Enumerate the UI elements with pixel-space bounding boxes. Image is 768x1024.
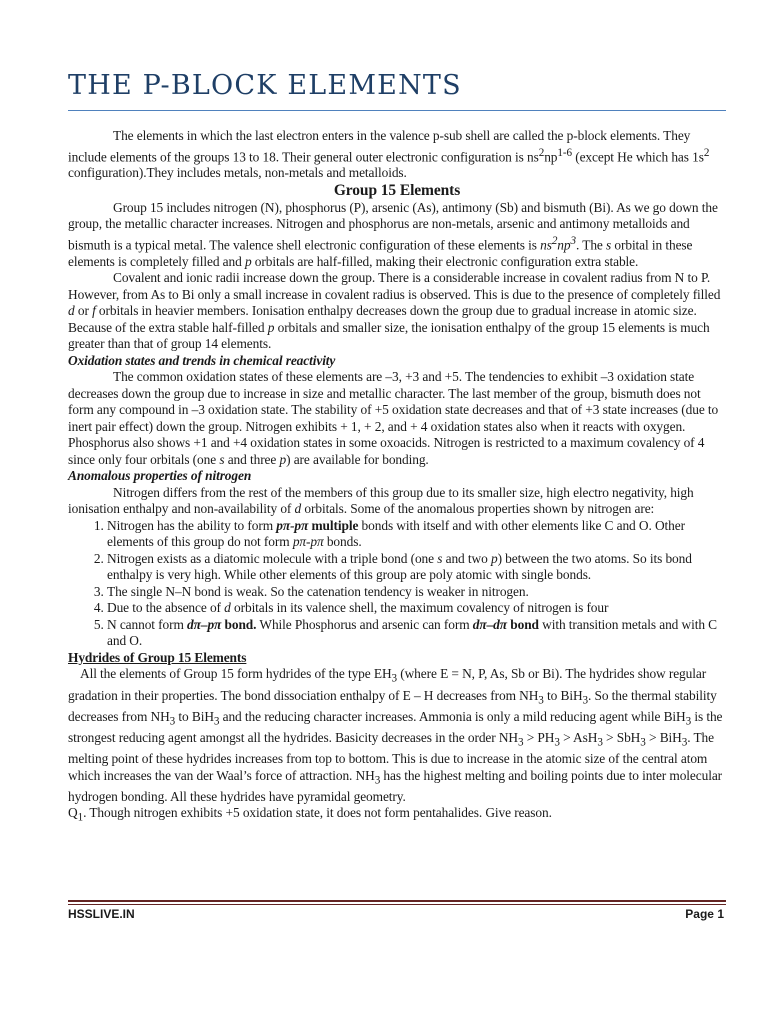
oxidation-heading: Oxidation states and trends in chemical reactivity xyxy=(68,352,336,368)
anomalous-heading: Anomalous properties of nitrogen xyxy=(68,468,252,484)
title-underline xyxy=(68,110,726,111)
document-body xyxy=(68,128,726,826)
page-number: Page 1 xyxy=(685,907,724,921)
hydrides-paragraph: All the elements of Group 15 form hydrides of the type $EH_3$ (where E = N, P, As, Sb or Bi). The hydrides show regular gradation in their properties. The bond dissociation enthalpy of E – H decreases from $NH_3$ to BiH$_3$. So the thermal stability decreases from $NH_3$ to BiH$_3$ and the reducing character increases. Ammonia is only a mild reducing agent while BiH$_3$ is the strongest reducing agent amongst all the hydrides. Basicity decreases in the order $NH_3 > PH_3 > AsH_3 > SbH_3 > BiH_3$. The melting point of these hydrides increases from top to bottom. This is due to increase in the atomic size of the central atom which increases the van der Waal’s force of attraction. $NH_3$ has the highest melting and boiling points due to inter molecular hydrogen bonding. All these hydrides have pyramidal geometry. xyxy=(68,666,723,804)
intro-paragraph: The elements in which the last electron enters in the valence p-sub shell are called the p-block elements. They include elements of the groups 13 to 18. Their general outer electronic configuration is $ns^2np^{1-6}$ (except He which has $1s^2$ configuration).They includes metals, non-metals and metalloids. xyxy=(68,128,710,181)
list-item: 2. Nitrogen exists as a diatomic molecule with a triple bond (one s and two p) between the two atoms. So its bond enthalpy is very high. While other elements of this group are poly atomic with single bonds. xyxy=(107,551,726,584)
list-item: 5. N cannot form dπ–pπ bond. While Phosphorus and arsenic can form dπ–dπ bond with transition metals and with C and O. xyxy=(107,617,726,650)
anomalous-properties-list xyxy=(68,518,726,650)
oxidation-paragraph: The common oxidation states of these elements are –3, +3 and +5. The tendencies to exhibit –3 oxidation state decreases down the group due to increase in size and metallic character. The last member of the group, bismuth does not form any compound in –3 oxidation state. The stability of +5 oxidation state decreases and that of +3 state increases (due to inert pair effect) down the group. Nitrogen exhibits + 1, + 2, and + 4 oxidation states also when it reacts with oxygen. Phosphorus also shows +1 and +4 oxidation states in some oxoacids. Nitrogen is restricted to a maximum covalency of 4 since only four orbitals (one s and three p) are available for bonding. xyxy=(68,369,719,467)
footer-rule-thin xyxy=(68,904,726,905)
list-item: 4. Due to the absence of d orbitals in its valence shell, the maximum covalency of nitrogen is four xyxy=(107,600,726,617)
group15-paragraph: Group 15 includes nitrogen (N), phosphorus (P), arsenic (As), antimony (Sb) and bismuth (Bi). As we go down the group, the metallic character increases. Nitrogen and phosphorus are non-metals, arsenic and antimony metalloids and bismuth is a typical metal. The valence shell electronic configuration of these elements is $ns^2np^3$. The s orbital in these elements is completely filled and p orbitals are half-filled, making their electronic configuration extra stable. xyxy=(68,199,718,269)
group15-heading: Group 15 Elements xyxy=(333,181,461,199)
list-item: 1. Nitrogen has the ability to form pπ-pπ multiple bonds with itself and with other elements like C and O. Other elements of this group do not form pπ-pπ bonds. xyxy=(107,518,726,551)
radii-paragraph: Covalent and ionic radii increase down the group. There is a considerable increase in covalent radius from N to P. However, from As to Bi only a small increase in covalent radius is observed. This is due to the presence of completely filled d or f orbitals in heavier members. Ionisation enthalpy decreases down the group due to gradual increase in atomic size. Because of the extra stable half-filled p orbitals and smaller size, the ionisation enthalpy of the group 15 elements is much greater than that of group 14 elements. xyxy=(68,270,721,352)
footer-rule-thick xyxy=(68,900,726,902)
footer-site-name: HSSLIVE.IN xyxy=(68,907,135,921)
hydrides-heading: Hydrides of Group 15 Elements xyxy=(68,649,247,665)
page-title: THE P-BLOCK ELEMENTS xyxy=(68,70,462,101)
anomalous-paragraph: Nitrogen differs from the rest of the members of this group due to its smaller size, high electro negativity, high ionisation enthalpy and non-availability of d orbitals. Some of the anomalous properties shown by nitrogen are: xyxy=(68,484,694,517)
question-1: $Q_1$. Though nitrogen exhibits +5 oxidation state, it does not form pentahalides. Give reason. xyxy=(68,805,552,824)
list-item: 3. The single N–N bond is weak. So the catenation tendency is weaker in nitrogen. xyxy=(107,584,726,601)
